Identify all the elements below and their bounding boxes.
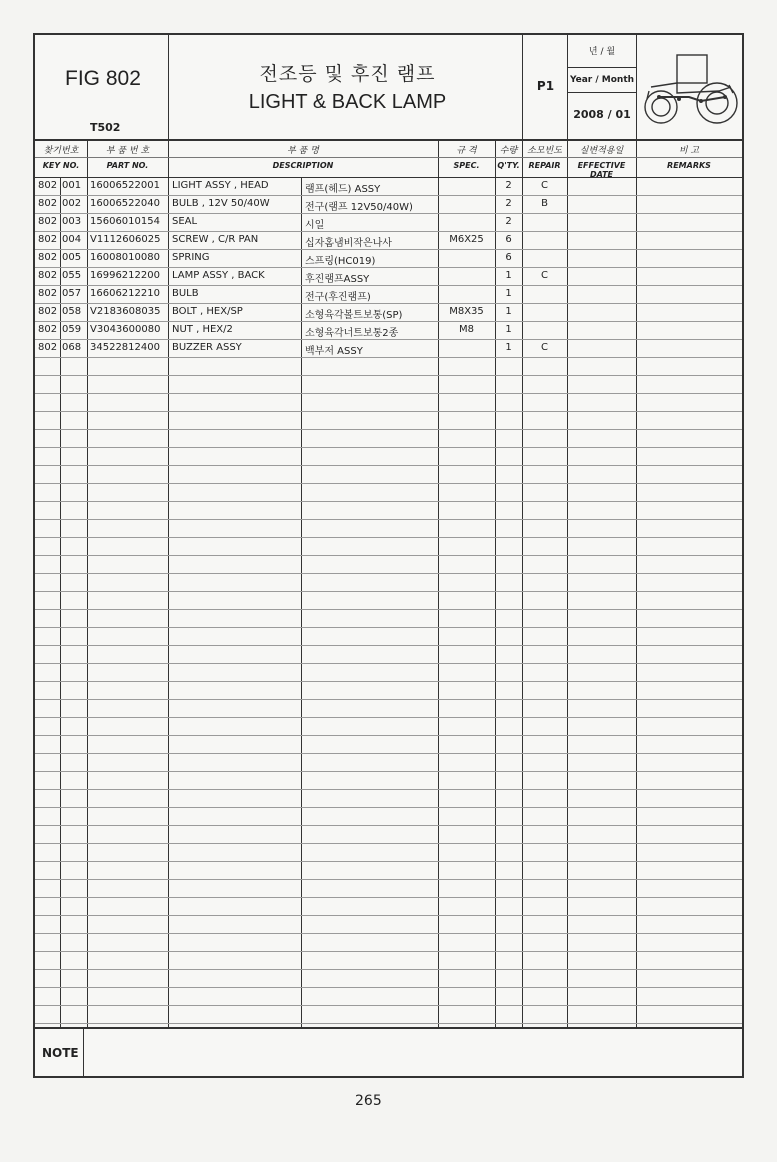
fig-cell: 802 <box>38 324 58 335</box>
divider <box>35 157 742 158</box>
qty-cell: 1 <box>505 342 512 353</box>
table-row <box>35 537 742 556</box>
fig-cell: 802 <box>38 216 58 227</box>
description-ko-cell: 후진램프ASSY <box>305 274 370 285</box>
spec-cell: M8 <box>459 324 474 335</box>
note-area <box>35 1027 742 1078</box>
part-no-cell: 16008010080 <box>90 252 160 263</box>
divider <box>636 35 637 139</box>
fig-cell: 802 <box>38 270 58 281</box>
table-row <box>35 195 742 214</box>
table-row <box>35 501 742 520</box>
part-no-cell: 16606212210 <box>90 288 160 299</box>
description-ko-cell: 백부저 ASSY <box>305 346 363 357</box>
repair-cell: C <box>541 180 548 191</box>
key-no-cell: 002 <box>62 198 82 209</box>
divider <box>83 1029 84 1078</box>
table-row <box>35 357 742 376</box>
table-row <box>35 897 742 916</box>
key-no-cell: 068 <box>62 342 82 353</box>
qty-header: Q'TY. <box>497 161 520 170</box>
table-row <box>35 915 742 934</box>
key-no-cell: 058 <box>62 306 82 317</box>
spec-header: SPEC. <box>453 161 480 170</box>
repair-header-korean: 소모빈도 <box>527 146 562 156</box>
table-row <box>35 627 742 646</box>
description-ko-cell: 전구(후진램프) <box>305 292 371 303</box>
table-row <box>35 699 742 718</box>
description-ko-cell: 십자홈냄비작은나사 <box>305 238 392 249</box>
parts-sheet <box>33 33 744 1078</box>
table-row <box>35 249 742 268</box>
table-row <box>35 321 742 340</box>
description-en-cell: BOLT , HEX/SP <box>172 306 243 317</box>
table-row <box>35 987 742 1006</box>
year-month-label-korean: 년 / 월 <box>588 47 616 57</box>
description-en-cell: BUZZER ASSY <box>172 342 242 353</box>
fig-cell: 802 <box>38 198 58 209</box>
sheet-header <box>35 35 742 141</box>
figure-number: FIG 802 <box>65 67 141 90</box>
part-no-cell: V3043600080 <box>90 324 161 335</box>
description-en-cell: LIGHT ASSY , HEAD <box>172 180 269 191</box>
fig-cell: 802 <box>38 252 58 263</box>
description-en-cell: BULB <box>172 288 199 299</box>
key-no-header-korean: 찾기번호 <box>43 146 79 156</box>
part-no-header-korean: 부 품 번 호 <box>105 146 150 156</box>
qty-cell: 1 <box>505 288 512 299</box>
table-row <box>35 285 742 304</box>
table-row <box>35 591 742 610</box>
table-row <box>35 861 742 880</box>
table-row <box>35 447 742 466</box>
description-en-cell: LAMP ASSY , BACK <box>172 270 265 281</box>
year-month-label: Year / Month <box>569 75 635 85</box>
part-no-cell: V1112606025 <box>90 234 161 245</box>
description-header: DESCRIPTION <box>272 161 334 170</box>
key-no-header: KEY NO. <box>42 161 80 170</box>
fig-cell: 802 <box>38 288 58 299</box>
qty-cell: 2 <box>505 216 512 227</box>
effective-date-header: EFFECTIVE DATE <box>577 161 626 179</box>
part-no-cell: 34522812400 <box>90 342 160 353</box>
key-no-cell: 059 <box>62 324 82 335</box>
qty-cell: 2 <box>505 198 512 209</box>
table-row <box>35 267 742 286</box>
fig-cell: 802 <box>38 234 58 245</box>
page-title-korean: 전조등 및 후진 램프 <box>259 63 436 85</box>
description-header-korean: 부 품 명 <box>287 146 319 156</box>
table-row <box>35 429 742 448</box>
table-row <box>35 825 742 844</box>
remarks-header: REMARKS <box>667 161 711 170</box>
description-ko-cell: 램프(헤드) ASSY <box>305 184 381 195</box>
description-ko-cell: 소형육각볼트보통(SP) <box>305 310 403 321</box>
table-row <box>35 231 742 250</box>
part-no-cell: 16006522040 <box>90 198 160 209</box>
year-month-value: 2008 / 01 <box>573 108 631 121</box>
repair-cell: C <box>541 270 548 281</box>
table-row <box>35 645 742 664</box>
fig-cell: 802 <box>38 306 58 317</box>
key-no-cell: 005 <box>62 252 82 263</box>
divider <box>567 67 636 68</box>
table-row <box>35 393 742 412</box>
description-en-cell: BULB , 12V 50/40W <box>172 198 270 209</box>
table-row <box>35 1005 742 1024</box>
table-row <box>35 555 742 574</box>
description-ko-cell: 전구(램프 12V50/40W) <box>305 202 413 213</box>
table-row <box>35 663 742 682</box>
key-no-cell: 001 <box>62 180 82 191</box>
table-row <box>35 681 742 700</box>
table-row <box>35 753 742 772</box>
model-code: T502 <box>90 121 121 134</box>
qty-cell: 6 <box>505 234 512 245</box>
spec-header-korean: 규 격 <box>456 146 477 156</box>
table-row <box>35 843 742 862</box>
table-row <box>35 177 742 196</box>
table-row <box>35 969 742 988</box>
table-row <box>35 807 742 826</box>
description-ko-cell: 스프링(HC019) <box>305 256 376 267</box>
qty-cell: 6 <box>505 252 512 263</box>
table-row <box>35 465 742 484</box>
table-row <box>35 717 742 736</box>
table-row <box>35 483 742 502</box>
description-en-cell: SCREW , C/R PAN <box>172 234 259 245</box>
repair-header: REPAIR <box>528 161 561 170</box>
table-row <box>35 771 742 790</box>
table-row <box>35 609 742 628</box>
key-no-cell: 004 <box>62 234 82 245</box>
part-no-cell: 15606010154 <box>90 216 160 227</box>
qty-header-korean: 수량 <box>499 146 518 156</box>
description-en-cell: SEAL <box>172 216 198 227</box>
page-title: LIGHT & BACK LAMP <box>248 91 447 113</box>
table-row <box>35 303 742 322</box>
part-no-cell: V2183608035 <box>90 306 161 317</box>
part-no-header: PART NO. <box>106 161 149 170</box>
table-row <box>35 951 742 970</box>
part-no-cell: 16006522001 <box>90 180 160 191</box>
note-label: NOTE <box>42 1046 79 1060</box>
qty-cell: 1 <box>505 306 512 317</box>
table-row <box>35 933 742 952</box>
table-row <box>35 411 742 430</box>
table-row <box>35 573 742 592</box>
qty-cell: 1 <box>505 270 512 281</box>
qty-cell: 2 <box>505 180 512 191</box>
table-row <box>35 519 742 538</box>
description-en-cell: SPRING <box>172 252 210 263</box>
spec-cell: M6X25 <box>449 234 484 245</box>
qty-cell: 1 <box>505 324 512 335</box>
page-number: 265 <box>355 1093 382 1109</box>
parts-table-body <box>35 177 742 1027</box>
spec-cell: M8X35 <box>449 306 484 317</box>
table-row <box>35 735 742 754</box>
fig-cell: 802 <box>38 180 58 191</box>
key-no-cell: 055 <box>62 270 82 281</box>
divider <box>567 92 636 93</box>
description-en-cell: NUT , HEX/2 <box>172 324 233 335</box>
page-code: P1 <box>536 79 555 93</box>
column-header-row <box>35 139 742 178</box>
fig-cell: 802 <box>38 342 58 353</box>
part-no-cell: 16996212200 <box>90 270 160 281</box>
table-row <box>35 213 742 232</box>
tractor-diagram-icon <box>639 41 739 133</box>
description-ko-cell: 소형육각너트보통2종 <box>305 328 399 339</box>
table-row <box>35 879 742 898</box>
remarks-header-korean: 비 고 <box>678 146 700 156</box>
table-row <box>35 789 742 808</box>
repair-cell: B <box>541 198 548 209</box>
divider <box>168 35 169 139</box>
repair-cell: C <box>541 342 548 353</box>
key-no-cell: 057 <box>62 288 82 299</box>
table-row <box>35 375 742 394</box>
table-row <box>35 339 742 358</box>
key-no-cell: 003 <box>62 216 82 227</box>
effective-date-header-korean: 실변적용일 <box>579 146 624 156</box>
description-ko-cell: 시일 <box>305 220 325 231</box>
